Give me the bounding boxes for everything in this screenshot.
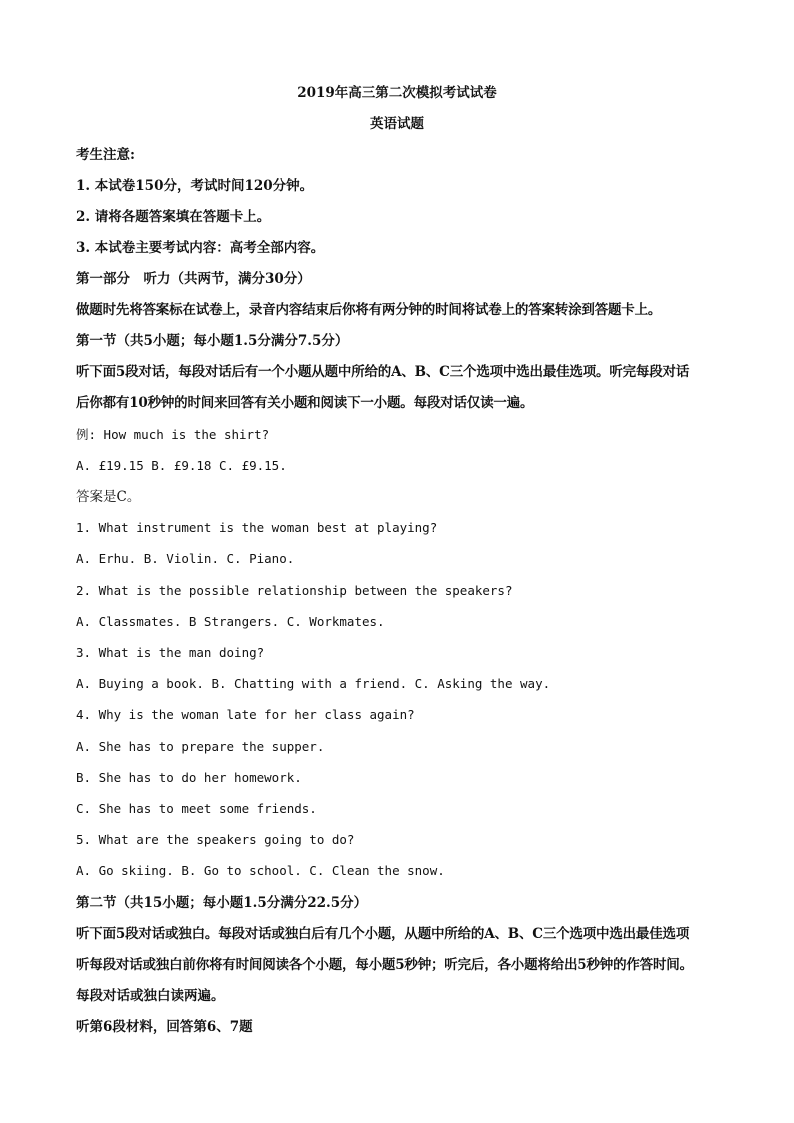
question-2: 2. What is the possible relationship between the speakers? [76,583,513,598]
example-question: 例: How much is the shirt? [76,427,270,442]
example-answer: 答案是C。 [76,489,141,505]
section2-instruction-line-2: 听每段对话或独白前你将有时间阅读各个小题，每小题5秒钟；听完后，各小题将给出5秒钟的作答时间。 [76,957,693,973]
question-1: 1. What instrument is the woman best at playing? [76,520,438,535]
section2-instruction-line-3: 每段对话或独白读两遍。 [76,988,225,1004]
notice-item-1: 1. 本试卷150分，考试时间120分钟。 [76,178,314,194]
notice-heading: 考生注意: [76,147,135,163]
section1-instruction-line-2: 后你都有10秒钟的时间来回答有关小题和阅读下一小题。每段对话仅读一遍。 [76,395,534,411]
question-2-options: A. Classmates. B Strangers. C. Workmates. [76,614,385,629]
question-4-option-b: B. She has to do her homework. [76,770,302,785]
notice-item-2: 2. 请将各题答案填在答题卡上。 [76,209,271,225]
section2-heading: 第二节（共15小题；每小题1.5分满分22.5分） [76,895,368,911]
question-5-options: A. Go skiing. B. Go to school. C. Clean the snow. [76,863,445,878]
exam-title: 2019年高三第二次模拟考试试卷 [297,85,497,101]
question-3-options: A. Buying a book. B. Chatting with a friend. C. Asking the way. [76,676,551,691]
exam-subtitle: 英语试题 [370,116,424,132]
notice-item-3: 3. 本试卷主要考试内容：高考全部内容。 [76,240,325,256]
question-5: 5. What are the speakers going to do? [76,832,355,847]
example-options: A. £19.15 B. £9.18 C. £9.15. [76,458,287,473]
question-1-options: A. Erhu. B. Violin. C. Piano. [76,551,295,566]
section1-instruction-line-1: 听下面5段对话，每段对话后有一个小题从题中所给的A、B、C三个选项中选出最佳选项。听完每段对话 [76,364,690,380]
part1-heading: 第一部分 听力（共两节，满分30分） [76,271,311,287]
question-4: 4. Why is the woman late for her class again? [76,707,415,722]
part1-instruction: 做题时先将答案标在试卷上，录音内容结束后你将有两分钟的时间将试卷上的答案转涂到答题卡上。 [76,302,662,318]
material-heading: 听第6段材料，回答第6、7题 [76,1019,253,1035]
question-4-option-a: A. She has to prepare the supper. [76,739,325,754]
section2-instruction-line-1: 听下面5段对话或独白。每段对话或独白后有几个小题，从题中所给的A、B、C三个选项中选出最佳选项 [76,926,690,942]
section1-heading: 第一节（共5小题；每小题1.5分满分7.5分） [76,333,349,349]
question-4-option-c: C. She has to meet some friends. [76,801,317,816]
question-3: 3. What is the man doing? [76,645,265,660]
